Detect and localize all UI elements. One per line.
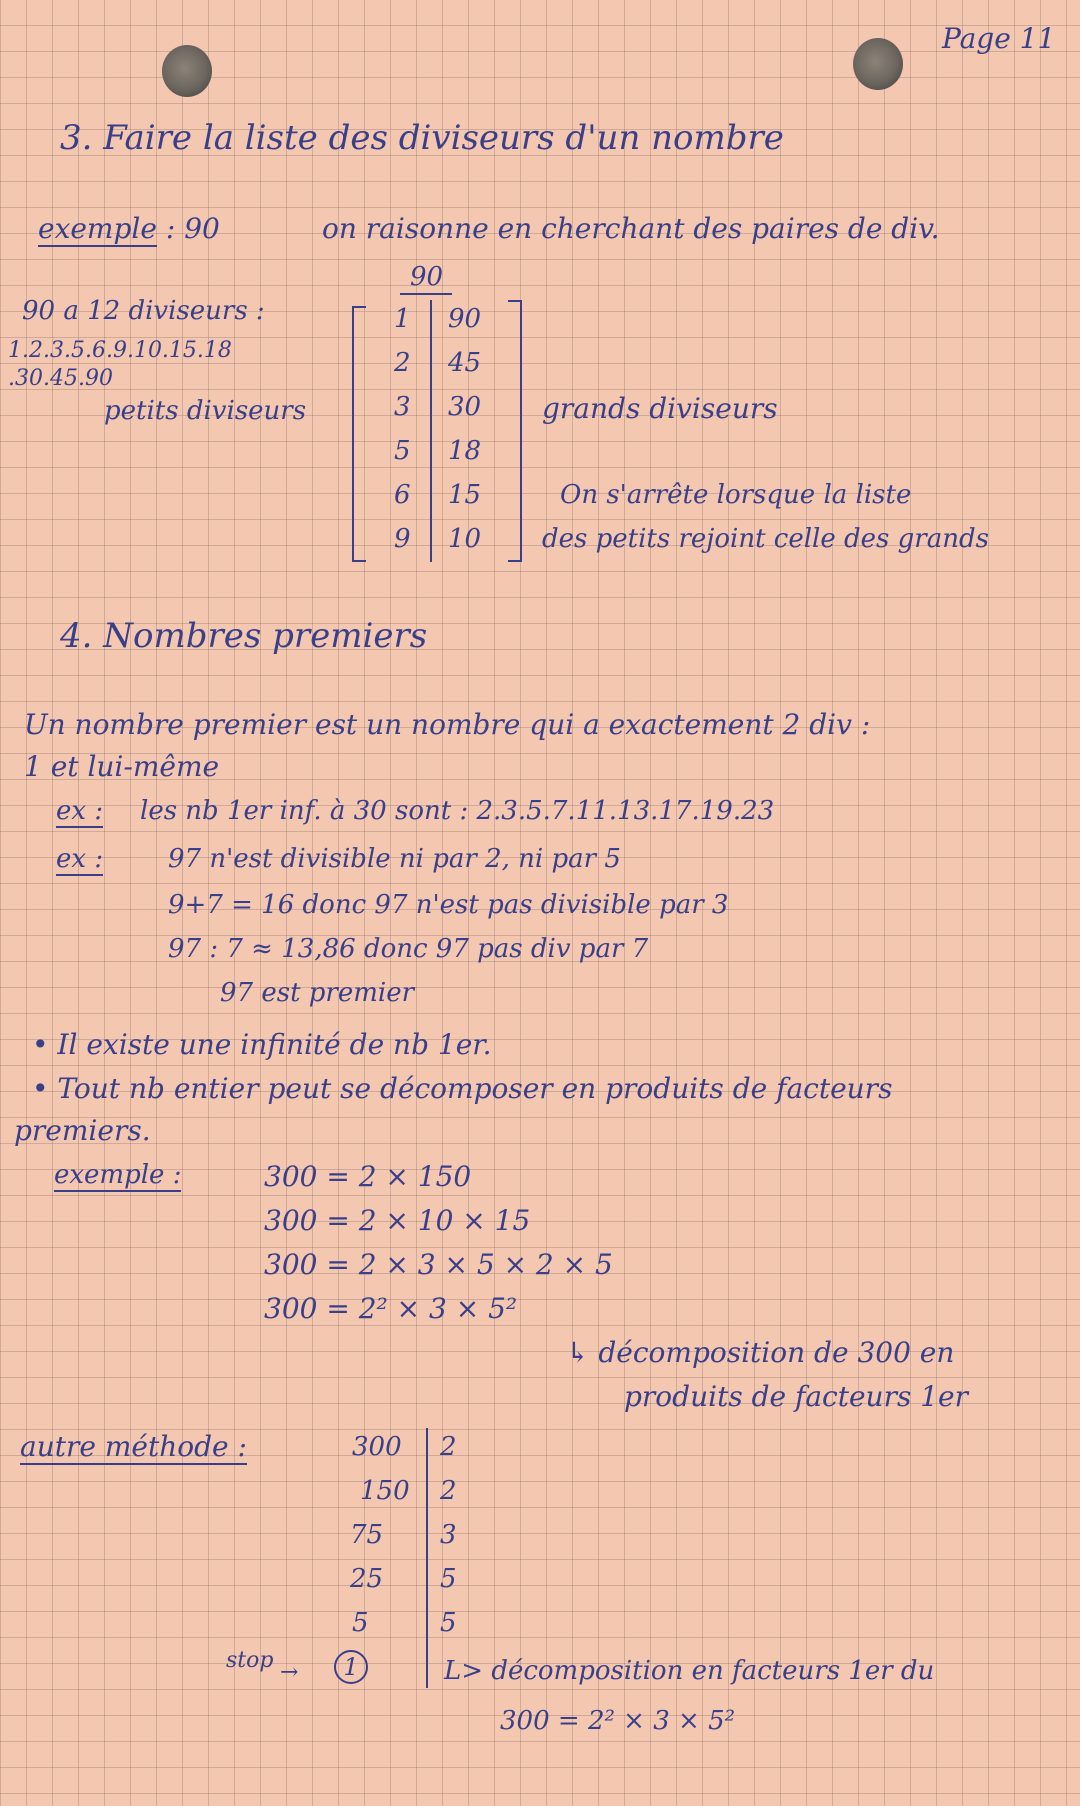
section3-title: 3. Faire la liste des diviseurs d'un nombre <box>60 118 784 158</box>
division-right: 2 <box>440 1432 457 1462</box>
bracket-left-top <box>352 306 366 308</box>
divisor-list-line1: 1.2.3.5.6.9.10.15.18 <box>8 338 232 363</box>
divisor-count: 90 a 12 diviseurs : <box>22 296 265 326</box>
table-left-cell: 6 <box>394 480 411 510</box>
definition-line2: 1 et lui-même <box>24 750 220 783</box>
stop-label: stop <box>226 1648 274 1673</box>
division-ladder-line <box>426 1428 428 1688</box>
definition-line1: Un nombre premier est un nombre qui a exactement 2 div : <box>24 708 871 741</box>
ex2-line: 97 est premier <box>220 978 415 1008</box>
decomposition-note-line2: produits de facteurs 1er <box>624 1380 969 1413</box>
other-method-label-text: autre méthode : <box>20 1430 247 1463</box>
division-right: 5 <box>440 1564 457 1594</box>
section3-example <box>38 212 220 245</box>
table-right-cell: 15 <box>448 480 482 510</box>
ex2-label-text: ex : <box>56 844 104 874</box>
table-left-cell: 2 <box>394 348 411 378</box>
example-label-2-text: exemple : <box>54 1160 182 1190</box>
table-right-cell: 10 <box>448 524 482 554</box>
division-left: 75 <box>350 1520 384 1550</box>
table-left-cell: 3 <box>394 392 411 422</box>
decomposition-step: 300 = 2 × 3 × 5 × 2 × 5 <box>264 1248 613 1281</box>
example-label-2 <box>54 1160 181 1190</box>
bracket-right-bottom <box>508 560 522 562</box>
decomposition-step: 300 = 2 × 10 × 15 <box>264 1204 531 1237</box>
example-value: 90 <box>184 212 220 245</box>
division-left: 25 <box>350 1564 384 1594</box>
table-header: 90 <box>410 262 444 292</box>
bullet-decomposition-line1: • Tout nb entier peut se décomposer en produits de facteurs <box>32 1072 893 1105</box>
table-right-cell: 18 <box>448 436 482 466</box>
division-left: 5 <box>352 1608 369 1638</box>
divisor-list-line2: .30.45.90 <box>8 366 113 391</box>
large-divisors-label: grands diviseurs <box>542 392 778 425</box>
table-left-cell: 9 <box>394 524 411 554</box>
table-left-cell: 5 <box>394 436 411 466</box>
page-number: Page 11 <box>942 22 1056 55</box>
bracket-right <box>520 300 522 562</box>
stop-result-value: 1 <box>343 1653 359 1681</box>
punched-hole-right <box>853 38 903 90</box>
bracket-left <box>352 306 354 562</box>
bracket-left-bottom <box>352 560 366 562</box>
ex2-line: 97 n'est divisible ni par 2, ni par 5 <box>168 844 621 874</box>
decomposition-step: 300 = 2 × 150 <box>264 1160 472 1193</box>
table-header-rule <box>400 293 452 295</box>
table-left-cell: 1 <box>394 304 411 334</box>
small-divisors-label: petits diviseurs <box>104 396 307 426</box>
division-right: 5 <box>440 1608 457 1638</box>
other-method-label <box>20 1430 247 1463</box>
example-sep: : <box>165 212 176 245</box>
bullet-infinity: • Il existe une infinité de nb 1er. <box>32 1028 492 1061</box>
table-divider <box>430 300 432 562</box>
section3-method: on raisonne en cherchant des paires de div. <box>322 212 940 245</box>
final-note-line2: 300 = 2² × 3 × 5² <box>500 1706 736 1736</box>
stop-arrow-icon: → <box>280 1660 299 1685</box>
table-right-cell: 90 <box>448 304 482 334</box>
ex1-text: les nb 1er inf. à 30 sont : 2.3.5.7.11.13.17.19.23 <box>140 796 775 826</box>
division-left: 300 <box>352 1432 402 1462</box>
stop-rule-line1: On s'arrête lorsque la liste <box>560 480 912 510</box>
section4-title: 4. Nombres premiers <box>60 616 428 656</box>
bullet-decomposition-line2: premiers. <box>14 1114 151 1147</box>
ex2-line: 9+7 = 16 donc 97 n'est pas divisible par 3 <box>168 890 729 920</box>
ex1-label <box>56 796 103 826</box>
ex1-label-text: ex : <box>56 796 104 826</box>
table-right-cell: 30 <box>448 392 482 422</box>
stop-rule-line2: des petits rejoint celle des grands <box>542 524 989 554</box>
division-left: 150 <box>360 1476 410 1506</box>
division-right: 2 <box>440 1476 457 1506</box>
bracket-right-top <box>508 300 522 302</box>
punched-hole-left <box>162 45 212 97</box>
ex2-line: 97 : 7 ≈ 13,86 donc 97 pas div par 7 <box>168 934 649 964</box>
decomposition-step: 300 = 2² × 3 × 5² <box>264 1292 518 1325</box>
table-right-cell: 45 <box>448 348 482 378</box>
decomposition-note-line1: ↳ décomposition de 300 en <box>566 1336 955 1369</box>
division-right: 3 <box>440 1520 457 1550</box>
stop-result <box>334 1650 368 1684</box>
ex2-label <box>56 844 103 874</box>
final-note-line1: L> décomposition en facteurs 1er du <box>444 1656 935 1686</box>
example-label: exemple <box>38 212 157 245</box>
